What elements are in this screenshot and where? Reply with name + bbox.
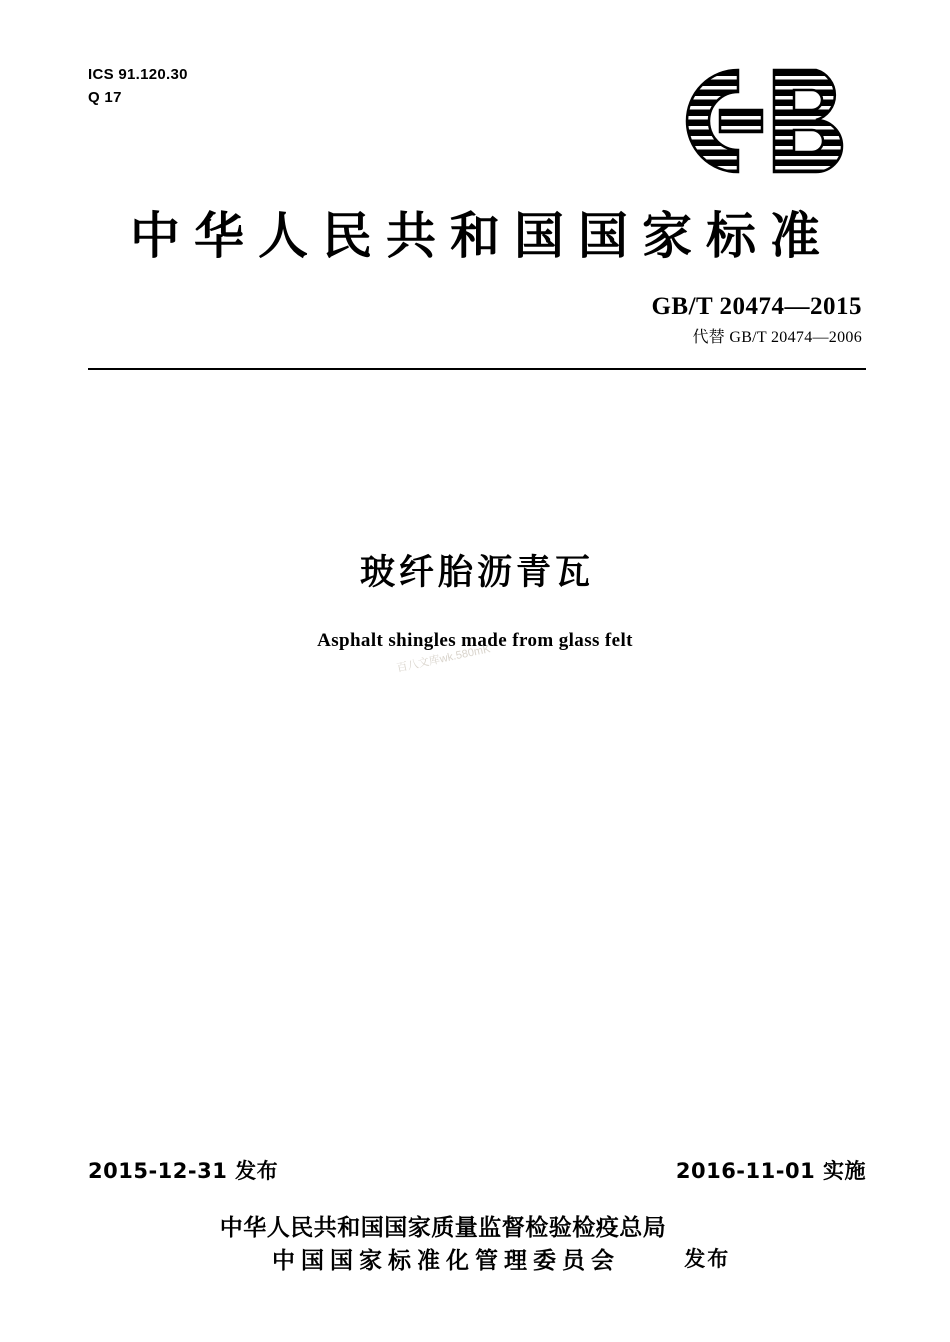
ics-classification-block xyxy=(88,64,188,109)
gb-national-standard-logo-icon xyxy=(676,66,866,176)
document-title-chinese: 玻纤胎沥青瓦 xyxy=(359,553,594,593)
standard-number-block xyxy=(651,293,862,347)
header-divider xyxy=(88,368,866,370)
issuer-names xyxy=(220,1212,667,1279)
issuer-organization-1: 中华人民共和国国家质量监督检验检疫总局 xyxy=(219,1215,667,1241)
publication-dates-row xyxy=(88,1155,866,1185)
issuer-block xyxy=(0,1212,950,1279)
implementation-date: 2016-11-01 实施 xyxy=(675,1159,866,1183)
document-title-english: Asphalt shingles made from glass felt xyxy=(317,630,633,651)
watermark-text: 百八文库wk.580mK xyxy=(395,643,492,675)
classification-code: Q 17 xyxy=(88,88,122,106)
issuer-organization-2: 中国国家标准化管理委员会 xyxy=(272,1248,620,1275)
issuer-action-label: 发布 xyxy=(684,1246,731,1271)
standard-number: GB/T 20474—2015 xyxy=(651,293,862,320)
standard-replaces: 代替 GB/T 20474—2006 xyxy=(692,329,862,346)
ics-code: ICS 91.120.30 xyxy=(88,66,188,83)
issue-date: 2015-12-31 发布 xyxy=(88,1159,279,1183)
national-standard-title: 中华人民共和国国家标准 xyxy=(130,207,834,265)
